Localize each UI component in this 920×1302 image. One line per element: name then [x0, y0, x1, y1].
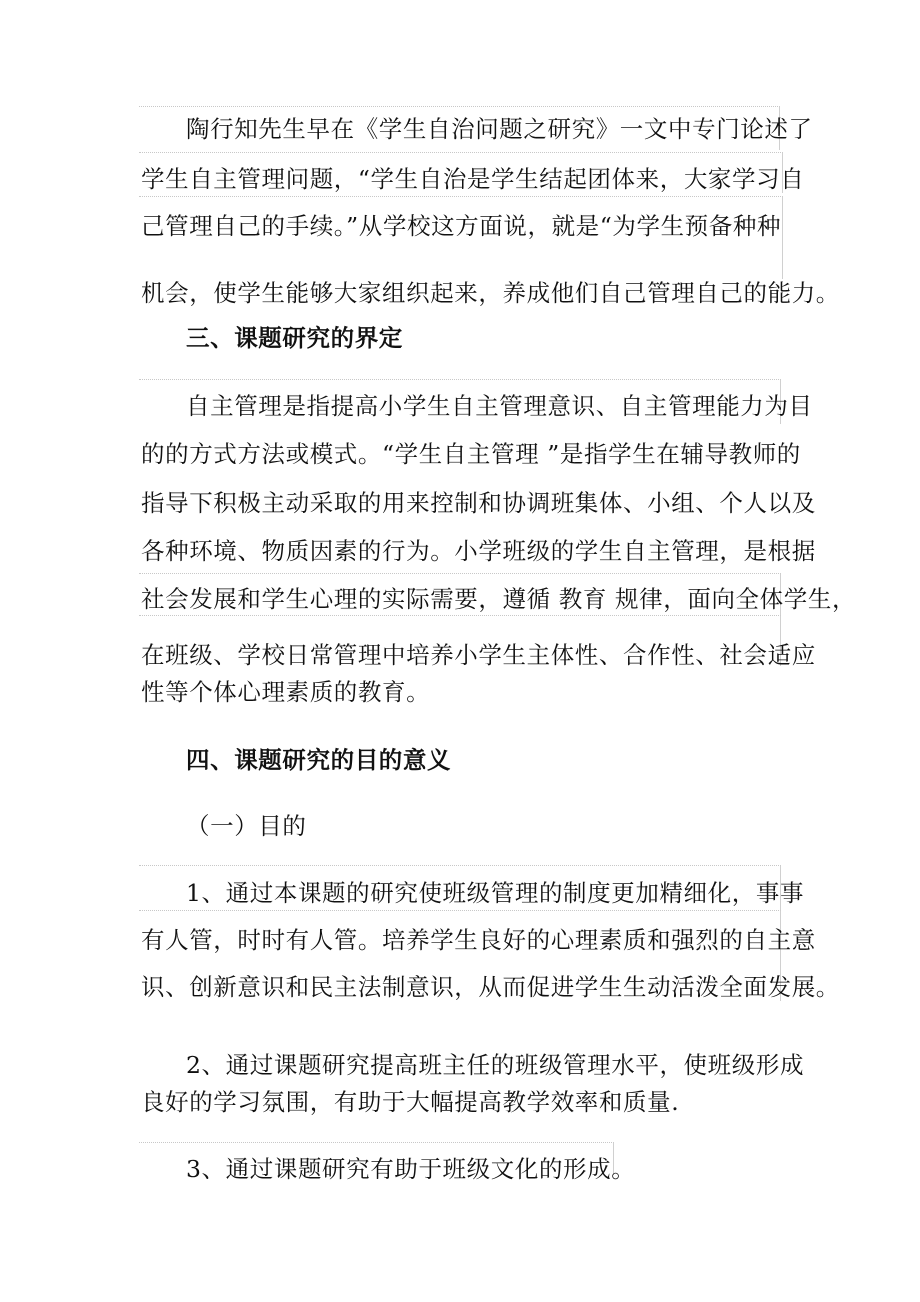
section-heading: 四、课题研究的目的意义: [186, 746, 452, 774]
paragraph-line: 机会，使学生能够大家组织起来，养成他们自己管理自己的能力。: [141, 279, 840, 307]
paragraph-line: 在班级、学校日常管理中培养小学生主体性、合作性、社会适应: [141, 641, 816, 669]
paragraph-line: 社会发展和学生心理的实际需要，遵循 教育 规律，面向全体学生，: [141, 585, 857, 613]
section-heading: 三、课题研究的界定: [186, 324, 403, 352]
paragraph-line: 己管理自己的手续。”从学校这方面说，就是“为学生预备种种: [141, 212, 782, 240]
paragraph-line: 各种环境、物质因素的行为。小学班级的学生自主管理，是根据: [141, 537, 816, 565]
list-item-line: 良好的学习氛围，有助于大幅提高教学效率和质量.: [141, 1088, 680, 1116]
list-item-line: 1、通过本课题的研究使班级管理的制度更加精细化，事事: [186, 879, 805, 907]
paragraph-line: 学生自主管理问题，“学生自治是学生结起团体来，大家学习自: [141, 165, 805, 193]
paragraph-line: 自主管理是指提高小学生自主管理意识、自主管理能力为目: [186, 392, 813, 420]
list-item-line: 有人管，时时有人管。培养学生良好的心理素质和强烈的自主意: [141, 926, 816, 954]
list-item-line: 识、创新意识和民主法制意识，从而促进学生生动活泼全面发展。: [141, 973, 840, 1001]
paragraph-line: 陶行知先生早在《学生自治问题之研究》一文中专门论述了: [186, 115, 813, 143]
paragraph-line: 性等个体心理素质的教育。: [141, 678, 431, 706]
paragraph-line: 的的方式方法或模式。“学生自主管理 ”是指学生在辅导教师的: [141, 440, 801, 468]
subsection-heading: （一）目的: [186, 812, 307, 840]
list-item-line: 2、通过课题研究提高班主任的班级管理水平，使班级形成: [186, 1051, 805, 1079]
list-item-line: 3、通过课题研究有助于班级文化的形成。: [186, 1155, 636, 1183]
paragraph-line: 指导下积极主动采取的用来控制和协调班集体、小组、个人以及: [141, 489, 816, 517]
